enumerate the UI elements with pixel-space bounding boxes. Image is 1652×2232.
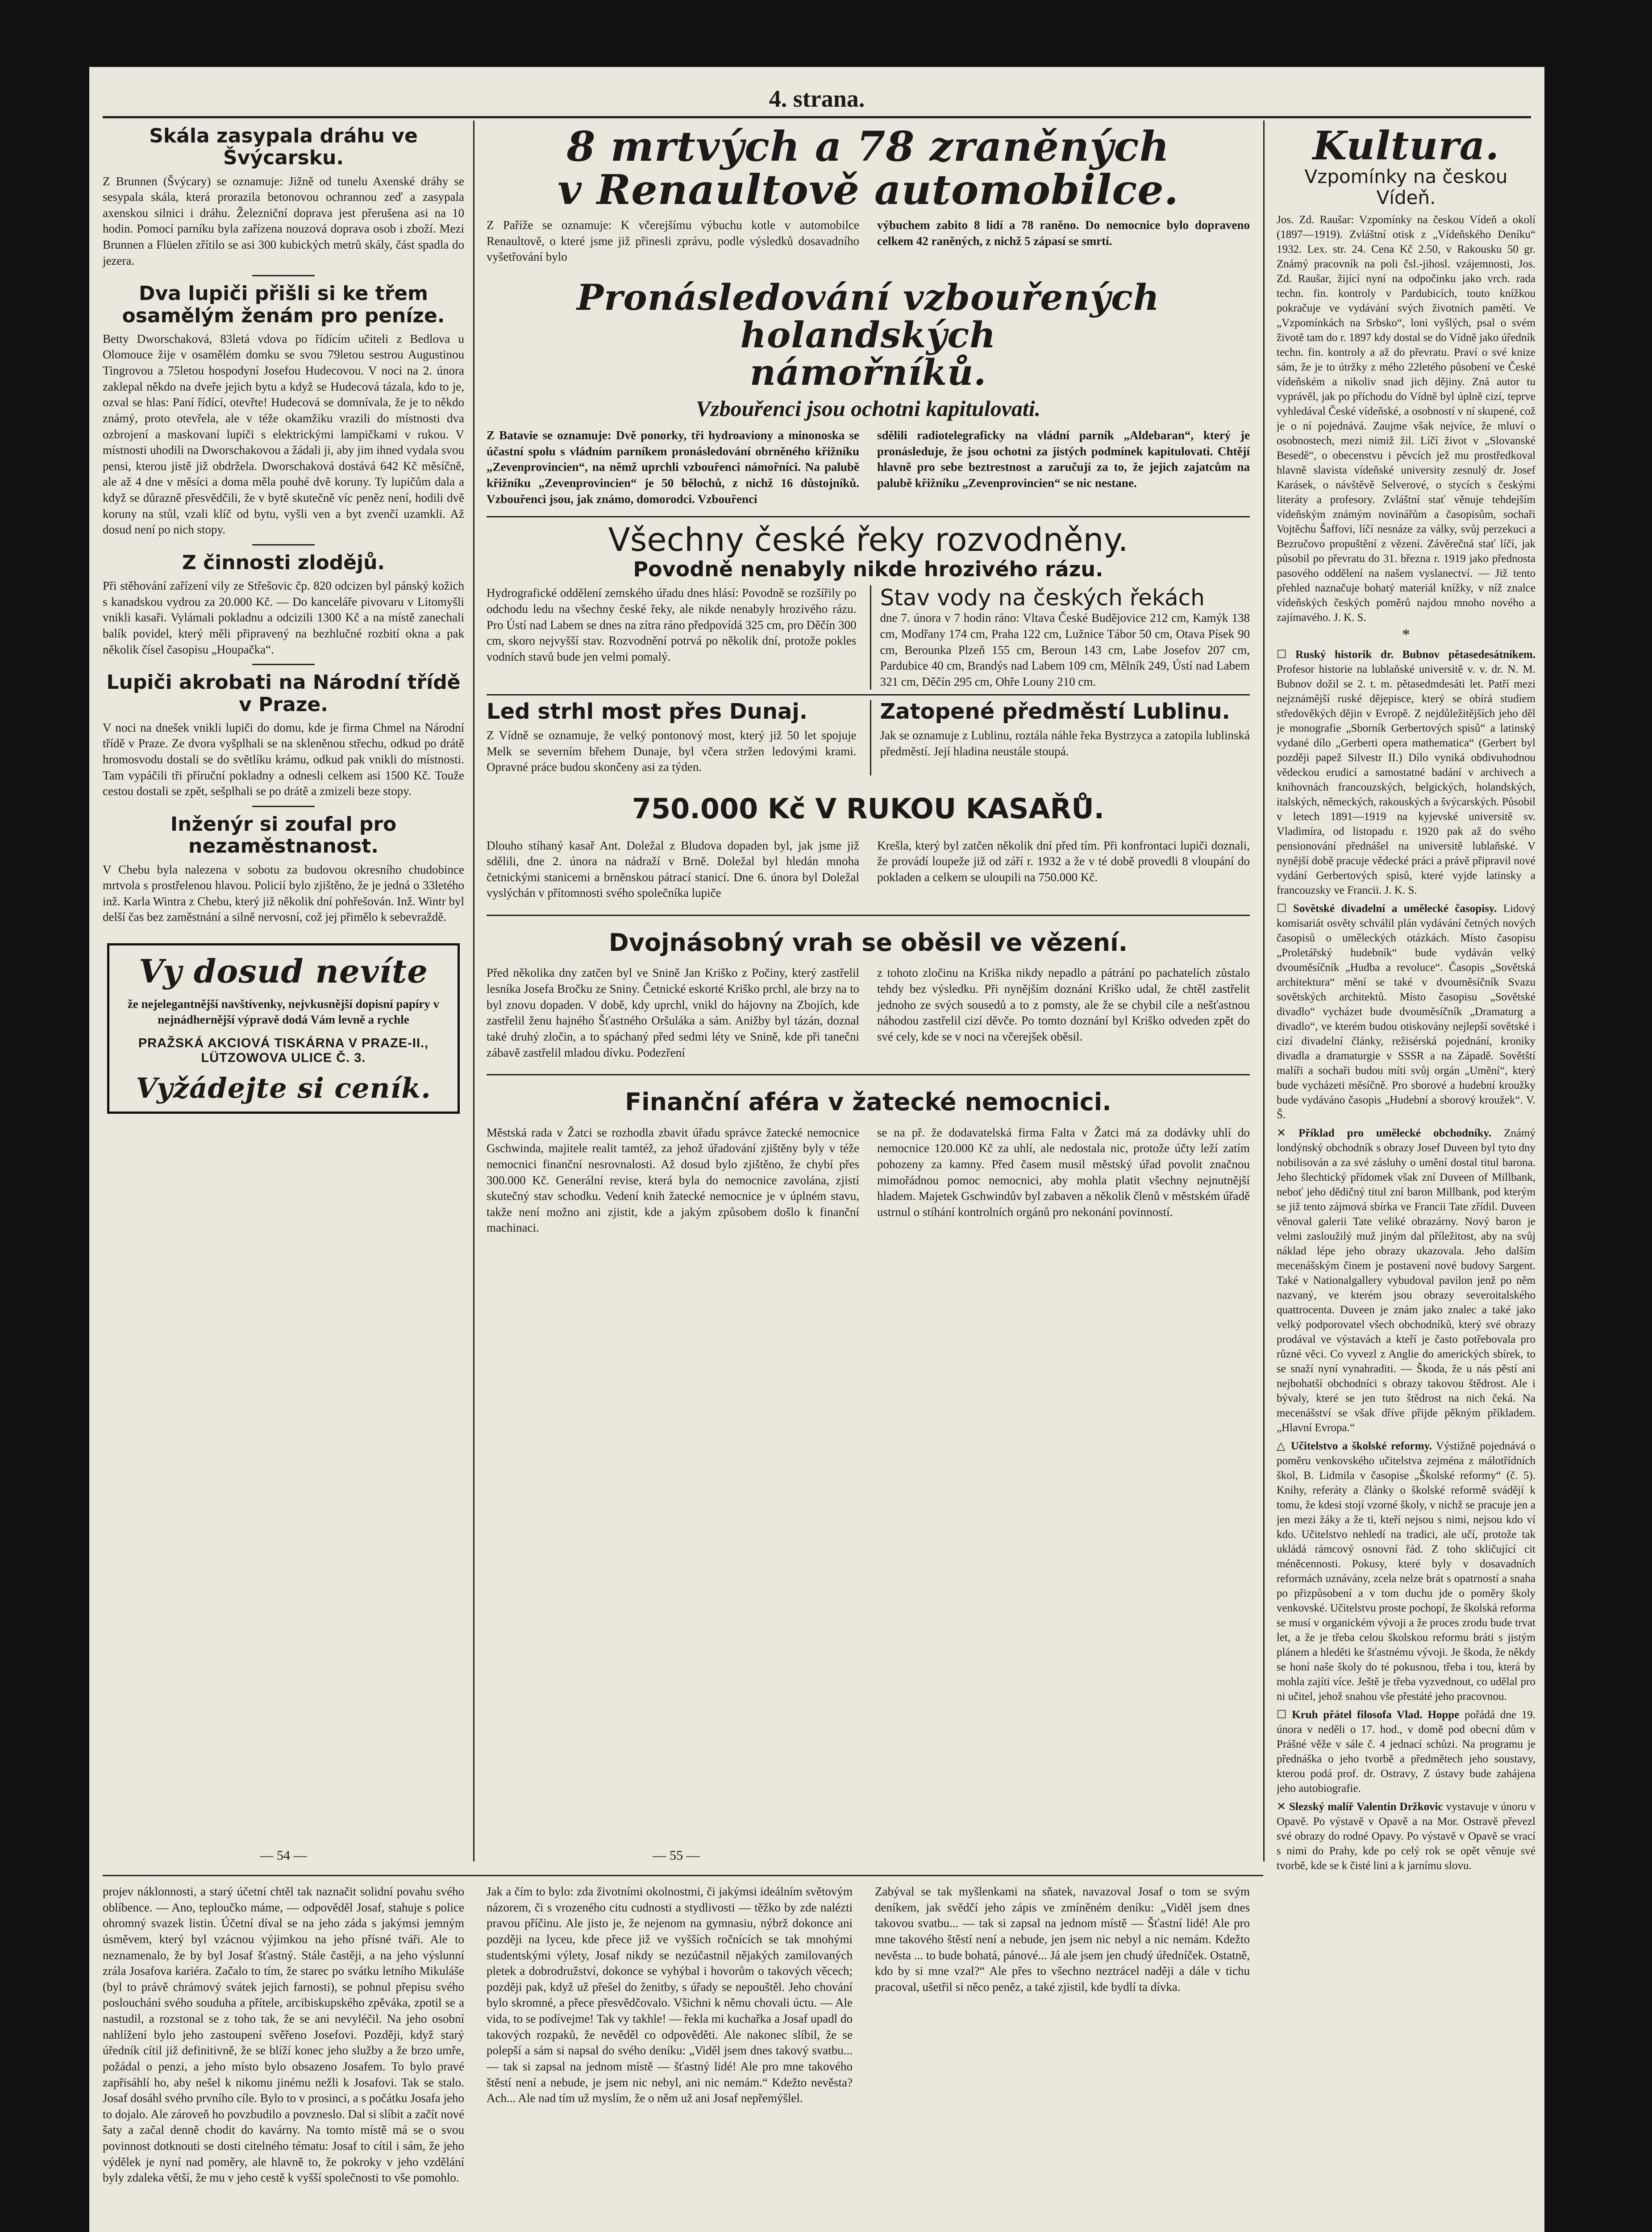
news-item: [1277, 1707, 1535, 1796]
article-title: Skála zasypala dráhu ve Švýcarsku.: [149, 125, 418, 170]
box-title: Stav vody na českých řekách: [880, 585, 1205, 611]
article-body: Betty Dworschaková, 83letá vdova po řídícím učiteli z Bedlova u Olomouce žije v osamělém domku se svou 79letou sestrou Augustinou Tingrovou a 75letou hospodyní Josefou Hudecovou. V noci na 2. února zaklepal někdo na dveře jejich bytu a když se Hudecová tázala, kdo to je, ozval se hlas: Paní řídící, otevřte! Hudecová se domnívala, že je to někdo známý, proto otevřela, ale v téže okamžiku vrazili do místnosti dva ozbrojení a maskovaní lupiči s elektrickými lampičkami v rukou. V místnosti uhodili na Dworschakovou a žádali ji, aby jim ihned vydala svou pensi, kterou jistě již obdržela. Dworschaková dostává 642 Kč měsíčně, ale až 4 dne v měsíci a doma měla pouhé dvě koruny. Ty lupičům dala a když se důrazně přesvědčili, že v bytě skutečně víc peněz není, hodili dvě koruny na stůl, vzali klíč od bytu, vyšli ven a byt zvenčí uzamkli. Až dosud není po nich stopy.: [103, 332, 464, 537]
article-columns: [487, 217, 1250, 265]
ad-body: že nejelegantnější navštívenky, nejvkusnější dopisní papíry v nejnádhernější výpravě dodá Vám levně a rychle: [127, 997, 440, 1027]
article-columns: [487, 700, 1250, 775]
serial-column: [487, 1884, 853, 2232]
article-title: Dvojnásobný vrah se oběsil ve vězení.: [608, 929, 1128, 957]
item-body: pořádá dne 19. února v neděli o 17. hod., v domě pod obecní dům v Prášné věže v sále č. 4 jednací schůzi. Na programu je přednáška o jeho tvorbě a předmětech jeho soustavy, kterou podá prof. dr. Ostravy, Z ústavy bude zahájena jeho autobiografie.: [1277, 1709, 1535, 1795]
divider: [252, 664, 315, 665]
article-title: Lupiči akrobati na Národní třídě v Praze.: [106, 671, 461, 716]
square-bullet-icon: ☐: [1277, 1709, 1292, 1721]
news-item: [1277, 901, 1535, 1122]
page-number-middle: — 55 —: [653, 1848, 700, 1863]
article-title: Inženýr si zoufal pro nezaměstnanost.: [170, 812, 397, 858]
cross-bullet-icon: ✕: [1277, 1127, 1299, 1140]
divider: [487, 694, 1250, 695]
news-item: [1277, 647, 1535, 898]
box-body: dne 7. února v 7 hodin ráno: Vltava České Budějovice 212 cm, Kamýk 138 cm, Modřany 174 cm, Praha 122 cm, Lužnice Tábor 50 cm, Otava Písek 90 cm, Berounka Plzeň 155 cm, Beroun 143 cm, Labe Josefov 207 cm, Pardubice 40 cm, Brandýs nad Labem 109 cm, Mělník 249, Ústí nad Labem 321 cm, Děčín 295 cm, Ohře Louny 210 cm.: [880, 611, 1250, 688]
item-body: Známý londýnský obchodník s obrazy Josef Duveen byl tyto dny nobilisován a za své zásluhy o umění dostal titul barona. Jeho šlechtický přídomek však zní Duveen of Millbank, neboť jeho dědičný titul zní baron Millbank, pod kterým se již tento zájmová sbírka ve Francii Tate zřídil. Duveen věnoval galerii Tate veliké obrazárny. Nový baron je velmi zasloužilý muž jiným dal příležitost, aby na svůj náklad lépe jeho obrazy ukazovala. Jeho dalším mecenášským činem je postavení nové budovy Sargent. Také v Nationalgallery vybudoval pavilon jenž po něm nazvaný, ve kterém jsou obrazy severoitalského quattrocenta. Duveen je znám jako znalec a také jako velký podporovatel všech obchodníků, který své obrazy prodával ve výstavách a kteří je často potřebovala pro různé věci. Co vyvezl z Anglie do amerických sbírek, to se snaží nyní vynahraditi. — Škoda, že u nás pěstí ani nejbohatší obchodníci s obrazy takovou štědrost. Ale i bývaly, které se jen tuto štědrost na nich čeká. Na mecenášství se však dříve přijde pěkným příkladem. „Hlavní Evropa.“: [1277, 1127, 1535, 1434]
triangle-bullet-icon: △: [1277, 1440, 1291, 1453]
water-levels-box: [870, 585, 1250, 690]
article-columns: [487, 838, 1250, 902]
news-item: [1277, 1439, 1535, 1704]
printing-house-advertisement: [107, 943, 460, 1114]
article-body: se na př. že dodavatelská firma Falta v Žatci má za dodávky uhlí do nemocnice 120.000 Kč za uhlí, ale nedostala nic, protože účty leží zatím pohozeny za kamny. Před časem musil městský úřad povolit značnou mimořádnou pomoc nemocnici, aby mohla platit všechny nejnutnější hladem. Majetek Gschwindův byl zabaven a několik členů v městském úřadě ustrnul o stíhání kontrolních orgánů pro nekonání povinností.: [877, 1125, 1250, 1219]
item-lead: Kruh přátel filosofa Vlad. Hoppe: [1292, 1709, 1460, 1721]
asterisk-divider: *: [1402, 625, 1410, 644]
article-body: Městská rada v Žatci se rozhodla zbavit úřadu správce žatecké nemocnice Gschwinda, majitele realit tamtéž, za jehož úřadování zjištěny byly v téže nemocnici finanční nesrovnalosti. Až dosud bylo zjištěno, že chybí přes 300.000 Kč. Generální revise, která byla do nemocnice zavolána, zjistí skutečný stav schodku. Vedení knih žatecké nemocnice je v úplném stavu, takže není možno ani zjistit, kde a jakým způsobem došlo k finanční machinaci.: [487, 1125, 859, 1235]
left-column: [103, 125, 464, 1114]
article-columns: [487, 428, 1250, 507]
article-body: Hydrografické oddělení zemského úřadu dnes hlásí: Povodně se rozšířily po odchodu ledu na všechny české řeky, ale nikde nenabyly hrozivého rázu. Pro Ústí nad Labem se dnes na zítra ráno předpovídá 325 cm, pro Děčín 300 cm, skoro nejvyšší stav. Rozvodnění potrvá po několik dní, protože pokles vodních stavů bude jen velmi pomalý.: [487, 586, 857, 663]
divider: [252, 806, 315, 807]
article-body: Krešla, který byl zatčen několik dní před tím. Při konfrontaci lupiči doznali, že provádí loupeže již od září r. 1932 a že v té době provedli 8 vloupání do pokladen a celkem se uloupili na 750.000 Kč.: [877, 838, 1250, 884]
article-body: V noci na dnešek vnikli lupiči do domu, kde je firma Chmel na Národní třídě v Praze. Ze dvora vyšplhali se na skleněnou střechu, odkud po drátě hromosvodu dostali se do světlíku krámu, odkud pak vnikli do místnosti. Tam vypáčili tři příruční pokladny a odnesli celkem asi 1500 Kč. Touže cestou dostali se zpět, sešplhali se po drátě a zmizeli beze stopy.: [103, 720, 464, 798]
square-bullet-icon: ☐: [1277, 649, 1296, 661]
item-lead: Sovětské divadelní a umělecké časopisy.: [1293, 903, 1497, 915]
subheadline: Vzbouřenci jsou ochotni kapitulovati.: [695, 396, 1041, 421]
serial-column: [103, 1884, 464, 2232]
cross-bullet-icon: ✕: [1277, 1801, 1289, 1813]
section-title: Kultura.: [1312, 125, 1500, 169]
article-body: výbuchem zabito 8 lidí a 78 raněno. Do nemocnice bylo dopraveno celkem 42 raněných, z nichž 5 zápasí se smrtí.: [877, 218, 1250, 248]
newspaper-page: [89, 67, 1544, 2232]
divider: [252, 275, 315, 276]
news-item: [1277, 1799, 1535, 1873]
item-lead: Ruský historik dr. Bubnov pětasedesátníkem.: [1295, 649, 1535, 661]
ad-call-to-action: Vyžádejte si ceník.: [136, 1071, 431, 1104]
article-body: Z Batavie se oznamuje: Dvě ponorky, tři hydroaviony a minonoska se účastní spolu s vládním parníkem pronásledování obrněného křižníku „Zevenprovincien“, na němž uprchli vzbouřenci námořníci. Na palubě křižníku „Zevenprovincien“ je 50 bělochů, z nichž 16 důstojníků. Vzbouřenci jsou, jak známo, domorodci. Vzbouřenci: [487, 429, 859, 506]
article-body: Z Paříže se oznamuje: K včerejšímu výbuchu kotle v automobilce Renaultově, o které jsme již přinesli zprávu, podle výsledků dosavadního vyšetřování bylo: [487, 218, 859, 264]
page-label: 4. strana.: [769, 85, 865, 112]
ad-firm: PRAŽSKÁ AKCIOVÁ TISKÁRNA V PRAZE-II., LÜTZOWOVA ULICE Č. 3.: [138, 1036, 429, 1065]
article-title: Finanční aféra v žatecké nemocnici.: [625, 1088, 1111, 1116]
divider: [252, 544, 315, 546]
serial-column: [875, 1884, 1250, 2232]
article-columns: [487, 1125, 1250, 1236]
square-bullet-icon: ☐: [1277, 903, 1293, 915]
page-number-left: — 54 —: [260, 1848, 307, 1863]
item-lead: Učitelstvo a školské reformy.: [1290, 1440, 1432, 1453]
headline-line2: v Renaultově automobilce.: [558, 165, 1179, 214]
divider: [487, 1074, 1250, 1075]
item-lead: Slezský malíř Valentin Držkovic: [1289, 1801, 1443, 1813]
column-divider-left: [473, 121, 474, 1861]
item-body: Lidový komisariát osvěty schválil plán vydávání četných nových časopisů o uměleckých otázkách. Místo časopisu „Proletářský hudebník“ bude vydáván velký dvouměsíčník „Hudba a revoluce“. Časopis „Sovětská architektura“ mění se také v dvouměsíčník Svazu sovětských architektů. Místo časopisu „Sovětské divadlo“ vycházet bude dvouměsíčník „Dramaturg a divadlo“, ve kterém budou otiskovány nejlepší sovětské i cizí divadelní články, režisérská pojednání, kroniky divadla a dramaturgie v SSSR a na Západě. Sovětští malíři a sochaři budou míti svůj orgán „Umění“, který bude vycházeti měsíčně. Pro sborové a hudební kroužky bude vydáváno časopis „Hudební a sborový kroužek“. V. Š.: [1277, 903, 1535, 1121]
article-title: 750.000 Kč V RUKOU KASAŘŮ.: [632, 792, 1105, 825]
article-body: Z Brunnen (Švýcary) se oznamuje: Jižně od tunelu Axenské dráhy se sesypala skála, která prorazila betonovou ochrannou zeď a zasypala axenskou silnici i dráhu. Železniční doprava jest přerušena asi na 10 hodin. Pomocí parníku byla zařízena nouzová doprava osob i zboží. Mezi Brunnen a Flüelen zřítilo se asi 300 kubických metrů skály, část spadla do jezera.: [103, 174, 464, 267]
article-body: Před několika dny zatčen byl ve Snině Jan Kriško z Počiny, který zastřelil lesníka Josefa Bročku ze Sniny. Četnické eskorté Kriško prchl, ale brzy na to byl znovu dopaden. V době, kdy uprchl, vnikl do hájovny na Zbojích, kde zastřelil ženu hajného Šťastného Oršuláka a sám. Anižby byl tázán, doznal také druhý zločin, a to spáchaný před sedmi léty ve Snině, kde při tanečni zábavě zastřelil mladou dívku. Podezření: [487, 966, 859, 1059]
subheadline: Povodně nenabyly nikde hrozivého rázu.: [633, 557, 1103, 581]
article-title: Všechny české řeky rozvodněny.: [608, 521, 1128, 559]
article-body: Z Vídně se oznamuje, že velký pontonový most, který již 50 let spojuje Melk se severním břehem Dunaje, byl včera stržen ledovými krami. Opravné práce budou skončeny asi za týden.: [487, 729, 857, 774]
article-body: Při stěhování zařízení vily ze Střešovic čp. 820 odcizen byl pánský kožich s kanadskou vydrou za 20.000 Kč. — Do kanceláře pivovaru v Litomyšli vnikli kasaři. Vylámali pokladnu a odcizili 1300 Kč a na místě zanechali balík povidel, který měli připravený na bezhlučné rozbití okna a pak několik čísel časopisu „Houpačka“.: [103, 579, 464, 656]
article: [870, 700, 1250, 775]
item-body: Profesor historie na lublaňské universitě v. v. dr. N. M. Bubnov dožil se 2. t. m. pětasedmdesáti let. Patří mezi nejznámější ruské dějepisce, který se obírá studiem středověkých dějin v Evropě. Z nejdůležitějších jeho děl je monografie „Sborník Gerbertových spisů“ a latinský vydané dílo „Gerberti opera mathematica“ (Gerbert byl později papež Silvestr II.) Dílo vyniká obdivuhodnou vědeckou erudicí a samostatné badání v archivech a knihovnách francouzských, belgických, holandských, italských, německých, rakouských a švýcarských. Působil v letech 1891—1919 na kyjevské universitě sv. Vladimíra, od listopadu r. 1920 pak až do svého pensionování přednášel na universitě lublaňské. V nynější době pracuje vědecké práci a právě připravil nové vydání Gerbertových spisů, které vyjde latinsky a francouzsky ve Francii. J. K. S.: [1277, 663, 1535, 897]
right-column: [1277, 125, 1535, 2232]
article-body: Jos. Zd. Raušar: Vzpomínky na českou Vídeň a okolí (1897—1919). Zvláštní otisk z „Vídeňského Deníku“ 1932. Lex. str. 24. Cena Kč 2.50, v Rakousku 50 gr. Známý pracovník na poli čsl.-jihosl. vzájemnosti, Jos. Zd. Raušar, žijící nyní na odpočinku jako vrch. rada techn. fin. kontroly v Pardubicích, touto knížkou pokračuje ve vydávání svých životních pamětí. Ve „Vzpomínkách na Srbsko“, loni vyšlých, psal o svém životě tam do r. 1897 kdy dostal se do Vídně jako úředník techn. fin. kontroly a až do převratu. Praví o své knize sám, že je to útržky z mého 22letého působení ve České vídeňském a nikoliv snad jich dějiny. Zná autor tu vyprávěl, jak po příchodu do Vídně byl úplně cizí, teprve vyhledával České vídeňské, a osobností v ní skupené, což je o ní pojednává. Zaujme však nejvíce, že mluví o osobnostech, mezi nimiž žil. Líčí život v „Slovanské Besedě“, o obecenstvu i pěvcích jež mu prostředkoval hlavně slavista vídeňské university zesnulý dr. Josef Karásek, o návštěvě Selverové, o stycích s českými literáty a profesory. Zvláštní stať věnuje tehdejším vídeňským známým novinářům a časopisům, sochaři Vojtěchu Šaffovi, líčí nesnáze za války, svůj perzekuci a Bezručovo propuštění z vězení. Závěrečná stať líčí, jak působil po převratu do 31. března r. 1919 jako přednosta pasového oddělení na našem vyslanectví. — Již tento přehled naznačuje bohatý materiál knížky, v níž znalce vídeňských českých poměrů najdou mnoho nového a zajímavého. J. K. S.: [1277, 214, 1535, 624]
serial-text: projev náklonnosti, a starý účetní chtěl tak naznačit solidní povahu svého oblíbence. — Ano, teploučko máme, — odpověděl Josaf, stahuje s police ohromný svazek listin. Účetní díval se na jeho záda s jakýmsi jemným úsměvem, který byl vzácnou výjimkou na jeho přísné tváři. Ale to neznamenalo, že by byl Josaf šťastný. Stále častěji, a na jeho výslunní zrála Josafova kariéra. Začalo to tím, že starec po svátku letního Mikuláše (byl to právě chrámový svátek jejich farnosti), se pohnul přepisu svého poslouchání svého souduha a přítele, arcibiskupského zpěváka, zpotil se a nastudil, a rozstonal se z toho tak, že se ani nevyléčil. Na jeho osobní nahlížení bylo jeho zastoupení svěřeno Josefovi. Později, když starý úředník cítil již definitivně, že se blíží konec jeho služby a že brzo umře, požádal o penzi, a jeho místo bylo obsazeno Josafem. To bylo pravé zapřisáhlí ho, aby nešel k nikomu jinému nežli k Josafovi. Tak se stalo. Josaf dosáhl svého prvního cíle. Bylo to v prosinci, a s počátku Josafa jeho to dojalo. Ale zároveň ho povzbudilo a povzneslo. Dal si slíbit a začít nové šaty a začal denně chodit do kavárny. Na tomto místě má se o svou povinnost dotknouti se dosti citelného tématu: Josaf to cítil i sám, že jeho výdělek je nyní nad poměry, ale hlavně to, že pokroky v jeho vzdělání byly zdaleka větší, že mu v jeho cestě k vyšší společnosti to vše pomohlo.: [103, 1885, 464, 2185]
serial-text: Jak a čím to bylo: zda životními okolnostmi, či jakýmsi ideálním světovým názorem, či s vrozeného citu cudnosti a stydlivosti — těžko by zde nalézti pravou příčinu. Ale jisto je, že nejenom na gymnasiu, nýbrž dokonce ani později na lyceu, kde přece již ve vyšších ročnících se tak mnohými studentskými výlety, Josaf nikdy se nezúčastnil nějakých zamilovaných pletek a dobrodružství, dokonce se vyhýbal i hovorům o takových věcech; později pak, když už přešel do ženitby, s úřady se nepouštěl. Jeho chování bylo skromné, a přece přesvědčovalo. Všichni k němu chovali úctu. — Ale vida, to se podívejme! Tak vy takhle! — řekla mi kuchařka a Josaf upadl do takových rozpaků, že nevěděl co odpověděti. Ale nakonec slíbil, že se polepší a sám si napsal do svého deníku: „Viděl jsem dnes takový svatbu... — tak si zapsal na jednom místě — šťastný lidé! Ale pro mne takového štěstí není a nebude, je jsem nic nebyl, ani nic nemám.“ Kdežto nevěsta? Ach... Ale nad tím už myslím, že o něm už ani Josaf nepřemýšlel.: [487, 1885, 853, 2105]
article-title: Vzpomínky na českou Vídeň.: [1304, 166, 1508, 209]
article-body: sdělili radiotelegraficky na vládní parník „Aldebaran“, který je pronásleduje, že jsou ochotni za jistých podmínek kapitulovati. Chtějí hlavně pro sebe beztrestnost a zaručují za to, že jejich zajatcům na palubě křižníku „Zevenprovincien“ se nic nestane.: [877, 429, 1250, 490]
article-body: z tohoto zločinu na Kriška nikdy nepadlo a pátrání po pachatelích zůstalo tehdy bez výsledku. Při nynějším doznání Kriško udal, že chtěl zastřelit jednoho ze svých sousedů a to z pomsty, ale že se chybil cíle a nešťastnou náhodou zastřelil cizí děvče. Po tomto doznání byl Kriško odveden zpět do své cely, kde se v noci na včerejšek oběsil.: [877, 966, 1250, 1043]
center-column: [487, 122, 1250, 1236]
article-body: Jak se oznamuje z Lublinu, roztála náhle řeka Bystrzyca a zatopila lublinská předměstí. Její hladina neustále stoupá.: [880, 729, 1250, 758]
serial-rule: [103, 1875, 1263, 1876]
item-lead: Příklad pro umělecké obchodníky.: [1298, 1127, 1492, 1140]
article-columns: [487, 965, 1250, 1061]
article-columns: [487, 585, 1250, 690]
article-title: Led strhl most přes Dunaj.: [487, 699, 808, 725]
column-divider-right: [1263, 121, 1265, 1861]
news-item: [1277, 1126, 1535, 1435]
divider: [487, 915, 1250, 916]
divider: [487, 516, 1250, 517]
article-title: Z činnosti zlodějů.: [182, 551, 385, 574]
article-body: Dlouho stíhaný kasař Ant. Doležal z Bludova dopaden byl, jak jsme již sdělili, dne 2. února na nádraží v Brně. Doležal byl hledán mnoha četnickými stanicemi a brněnskou pátrací stanicí. Dne 6. února byl Doležal vyslýchán v přítomnosti svého společníka lupiče: [487, 838, 859, 900]
article-title: Dva lupiči přišli si ke třem osamělým ženám pro peníze.: [122, 282, 445, 327]
article-title: Zatopené předměstí Lublinu.: [880, 699, 1230, 725]
headline-line1: 8 mrtvých a 78 zraněných: [566, 122, 1170, 171]
serial-text: Zabýval se tak myšlenkami na sňatek, navazoval Josaf o tom se svým deníkem, jak svědčí jeho zápis ve zmíněném deníku: „Viděl jsem dnes takovou svatbu... — tak si zapsal na jednom místě — Šťastní lidé! Ale pro mne takového štěstí není a nebude, jen jsem nic nebyl a nic nemám. Kdežto nevěsta ... to bude bohatá, pánové... Já ale jsem jen chudý úředníček. Ostatně, kdo by si mne vzal?“ Ale přes to všechno neztrácel naději a dále v tichu pracoval, ušetřil si něco peněz, a také zjistil, kde bydlí ta dívka.: [875, 1885, 1250, 1994]
item-body: vystavuje v únoru v Opavě. Po výstavě v Opavě a na Mor. Ostravě převezl své obrazy do rodné Opavy. Po výstavě v Opavě se vrací s nimi do Prahy, kde po celý rok se opět věnuje své tvorbě, kde se k čisté lini a k jarnímu slovu.: [1277, 1801, 1535, 1872]
article-body: V Chebu byla nalezena v sobotu za budovou okresního chudobince mrtvola s prostřelenou hlavou. Policií bylo zjištěno, že je jedná o 33letého inž. Karla Wintra z Chebu, který již několik dní pohřešován. Inž. Wintr byl delší čas bez zaměstnání a silně nervosní, což jej přimělo k sebevraždě.: [103, 862, 464, 924]
header-rule: [103, 116, 1531, 118]
headline-line2: námořníků.: [749, 351, 987, 394]
headline-line1: Pronásledování vzbouřených holandských: [577, 276, 1160, 356]
item-body: Výstižně pojednává o poměru venkovského učitelstva zejména z málotřídních škol, B. Lidmila v časopise „Školské reformy“ (č. 5). Knihy, referáty a články o školské reformě svádějí k tomu, že kdesi stojí vzorné školy, v nichž se pracuje jen a jen mezi žáky a že ti, kteří nejsou s nimi, nejsou kdo ví kdo. Učitelstvo nehledí na tradici, ale učí, protože tak ukládá rámcový osnovní řád. Z toho skličující cit méněcennosti. Pokusy, které byly v dosavadních reformách uznávány, zcela nelze brát s opatrností a snaha po přizpůsobení a v tom duchu jde o poměry školy venkovské. Učitelstvu proste pochopí, že školská reforma se musí v organickém vývoji a že proces zrodu bude trvat let, a že je třeba celou školskou reformu bráti s jistým plánem a hleděti ke šťastnému vývoji. Je škoda, že někdy se honí naše školy do té pokusnou, třeba i tou, která by mohla zajíti více. Ještě je třeba vyzvednout, co udělal pro ni učitel, jehož snahou vše přestáté jeho pracovnou.: [1277, 1440, 1535, 1703]
article: [487, 700, 857, 775]
ad-title: Vy dosud nevíte: [139, 952, 428, 991]
